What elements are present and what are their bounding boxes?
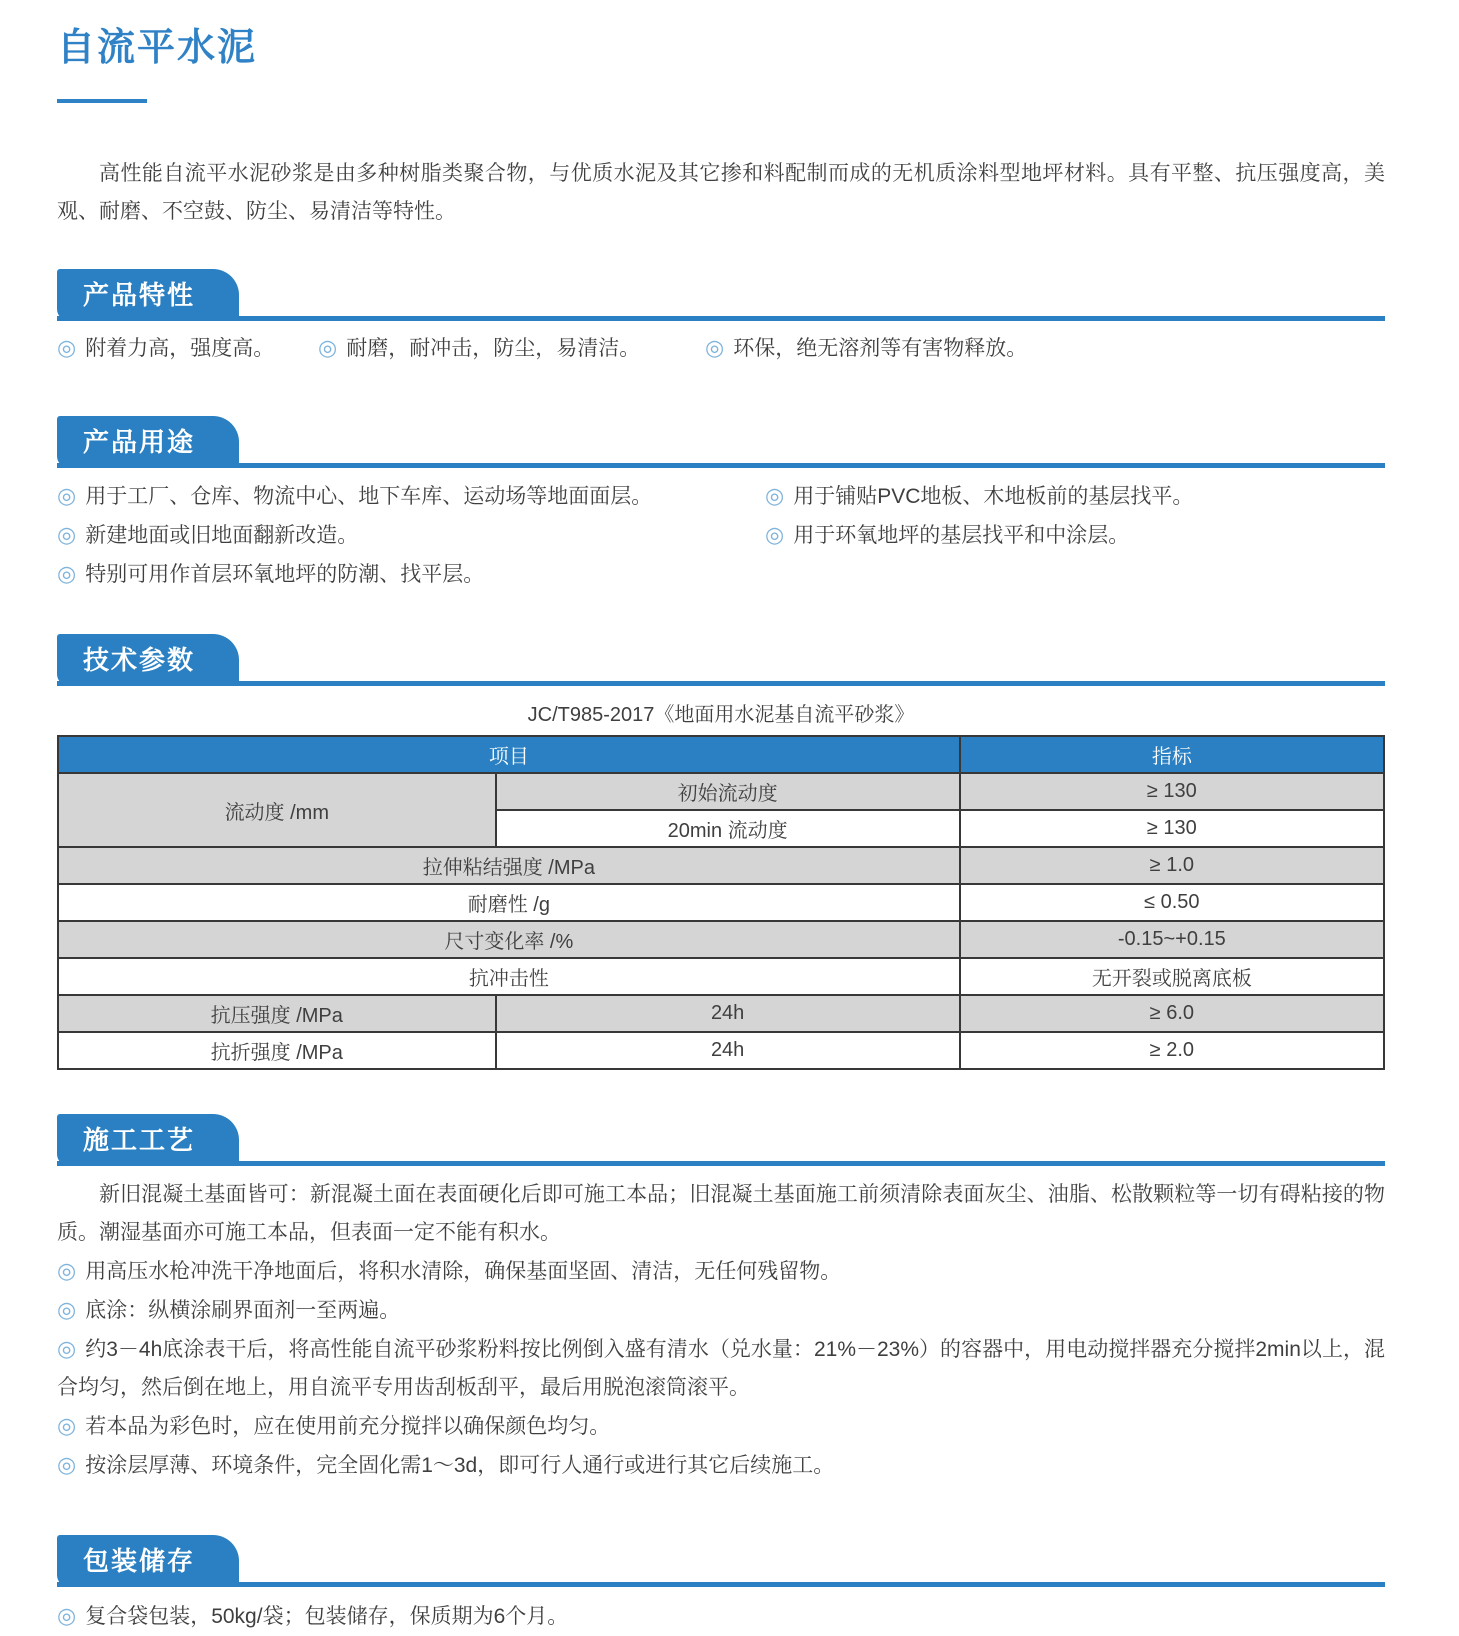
table-row bbox=[58, 921, 1384, 958]
uses-column-left bbox=[57, 477, 765, 594]
step-text: 用高压水枪冲洗干净地面后，将积水清除，确保基面坚固、清洁，无任何残留物。 bbox=[85, 1260, 842, 1283]
cell-item: 抗折强度 /MPa bbox=[58, 1032, 496, 1069]
construction-step bbox=[57, 1252, 1385, 1291]
cell-item: 拉伸粘结强度 /MPa bbox=[58, 847, 960, 884]
construction-step bbox=[57, 1330, 1385, 1407]
feature-item bbox=[318, 329, 705, 368]
double-circle-bullet-icon: ◎ bbox=[57, 483, 77, 508]
double-circle-bullet-icon: ◎ bbox=[57, 561, 77, 586]
cell-value: -0.15~+0.15 bbox=[960, 921, 1384, 958]
use-text: 用于环氧地坪的基层找平和中涂层。 bbox=[793, 524, 1130, 547]
uses-list bbox=[57, 477, 1385, 594]
feature-text: 环保，绝无溶剂等有害物释放。 bbox=[733, 337, 1028, 360]
table-row bbox=[58, 773, 1384, 810]
features-banner bbox=[57, 269, 1385, 321]
packaging-body bbox=[57, 1597, 1385, 1636]
double-circle-bullet-icon: ◎ bbox=[57, 335, 77, 360]
use-text: 用于铺贴PVC地板、木地板前的基层找平。 bbox=[793, 485, 1194, 508]
use-text: 新建地面或旧地面翻新改造。 bbox=[85, 524, 359, 547]
uses-section-title: 产品用途 bbox=[57, 416, 239, 468]
intro-paragraph: 高性能自流平水泥砂浆是由多种树脂类聚合物，与优质水泥及其它掺和料配制而成的无机质涂料型地坪材料。具有平整、抗压强度高，美观、耐磨、不空鼓、防尘、易清洁等特性。 bbox=[57, 162, 1385, 223]
cell-value: ≥ 130 bbox=[960, 810, 1384, 847]
cell-sub: 20min 流动度 bbox=[496, 810, 960, 847]
table-header-row bbox=[58, 736, 1384, 773]
tech-section-title: 技术参数 bbox=[57, 634, 239, 686]
double-circle-bullet-icon: ◎ bbox=[57, 1452, 77, 1477]
table-row bbox=[58, 1032, 1384, 1069]
section-packaging bbox=[57, 1535, 1385, 1636]
feature-item bbox=[57, 329, 318, 368]
cell-item: 耐磨性 /g bbox=[58, 884, 960, 921]
step-text: 按涂层厚薄、环境条件，完全固化需1～3d，即可行人通行或进行其它后续施工。 bbox=[85, 1454, 835, 1477]
use-item bbox=[765, 516, 1385, 555]
construction-step bbox=[57, 1291, 1385, 1330]
title-underline bbox=[57, 99, 147, 103]
packaging-item bbox=[57, 1597, 1385, 1636]
double-circle-bullet-icon: ◎ bbox=[57, 522, 77, 547]
cell-sub: 24h bbox=[496, 995, 960, 1032]
cell-value: ≥ 2.0 bbox=[960, 1032, 1384, 1069]
construction-body bbox=[57, 1176, 1385, 1485]
cell-value: ≥ 130 bbox=[960, 773, 1384, 810]
cell-item: 尺寸变化率 /% bbox=[58, 921, 960, 958]
double-circle-bullet-icon: ◎ bbox=[57, 1336, 77, 1361]
construction-section-title: 施工工艺 bbox=[57, 1114, 239, 1166]
table-row bbox=[58, 995, 1384, 1032]
cell-value: ≥ 6.0 bbox=[960, 995, 1384, 1032]
construction-banner bbox=[57, 1114, 1385, 1166]
use-item bbox=[57, 555, 765, 594]
cell-sub: 初始流动度 bbox=[496, 773, 960, 810]
section-features bbox=[57, 269, 1385, 368]
section-uses bbox=[57, 416, 1385, 594]
packaging-text: 复合袋包装，50kg/袋；包装储存，保质期为6个月。 bbox=[85, 1605, 569, 1628]
feature-text: 耐磨，耐冲击，防尘，易清洁。 bbox=[346, 337, 641, 360]
section-construction bbox=[57, 1114, 1385, 1485]
double-circle-bullet-icon: ◎ bbox=[765, 483, 785, 508]
uses-column-right bbox=[765, 477, 1385, 594]
tech-banner bbox=[57, 634, 1385, 686]
feature-item bbox=[705, 329, 1027, 368]
step-text: 若本品为彩色时，应在使用前充分搅拌以确保颜色均匀。 bbox=[85, 1415, 611, 1438]
tech-params-table bbox=[57, 735, 1385, 1070]
construction-step bbox=[57, 1446, 1385, 1485]
cell-group: 流动度 /mm bbox=[58, 773, 496, 847]
double-circle-bullet-icon: ◎ bbox=[765, 522, 785, 547]
banner-rule bbox=[57, 1161, 1385, 1166]
header-cell-item: 项目 bbox=[58, 736, 960, 773]
banner-rule bbox=[57, 463, 1385, 468]
cell-item: 抗压强度 /MPa bbox=[58, 995, 496, 1032]
table-row bbox=[58, 884, 1384, 921]
cell-value: ≥ 1.0 bbox=[960, 847, 1384, 884]
banner-rule bbox=[57, 1582, 1385, 1587]
packaging-banner bbox=[57, 1535, 1385, 1587]
features-section-title: 产品特性 bbox=[57, 269, 239, 321]
use-text: 用于工厂、仓库、物流中心、地下车库、运动场等地面面层。 bbox=[85, 485, 653, 508]
use-item bbox=[765, 477, 1385, 516]
table-row bbox=[58, 847, 1384, 884]
table-row bbox=[58, 958, 1384, 995]
section-tech-params bbox=[57, 634, 1385, 1070]
double-circle-bullet-icon: ◎ bbox=[57, 1297, 77, 1322]
construction-step bbox=[57, 1407, 1385, 1446]
header-cell-index: 指标 bbox=[960, 736, 1384, 773]
cell-item: 抗冲击性 bbox=[58, 958, 960, 995]
features-list bbox=[57, 329, 1385, 368]
cell-sub: 24h bbox=[496, 1032, 960, 1069]
page-title: 自流平水泥 bbox=[57, 27, 258, 69]
feature-text: 附着力高，强度高。 bbox=[85, 337, 275, 360]
step-text: 底涂：纵横涂刷界面剂一至两遍。 bbox=[85, 1299, 401, 1322]
double-circle-bullet-icon: ◎ bbox=[57, 1258, 77, 1283]
double-circle-bullet-icon: ◎ bbox=[318, 335, 338, 360]
banner-rule bbox=[57, 316, 1385, 321]
banner-rule bbox=[57, 681, 1385, 686]
double-circle-bullet-icon: ◎ bbox=[57, 1603, 77, 1628]
use-text: 特别可用作首层环氧地坪的防潮、找平层。 bbox=[85, 563, 485, 586]
cell-value: 无开裂或脱离底板 bbox=[960, 958, 1384, 995]
cell-value: ≤ 0.50 bbox=[960, 884, 1384, 921]
double-circle-bullet-icon: ◎ bbox=[705, 335, 725, 360]
packaging-section-title: 包装储存 bbox=[57, 1535, 239, 1587]
use-item bbox=[57, 477, 765, 516]
uses-banner bbox=[57, 416, 1385, 468]
table-caption: JC/T985-2017《地面用水泥基自流平砂浆》 bbox=[527, 704, 915, 726]
double-circle-bullet-icon: ◎ bbox=[57, 1413, 77, 1438]
use-item bbox=[57, 516, 765, 555]
step-text: 约3－4h底涂表干后，将高性能自流平砂浆粉料按比例倒入盛有清水（兑水量：21%－23%）的容器中，用电动搅拌器充分搅拌2min以上，混合均匀，然后倒在地上，用自流平专用齿刮板刮平，最后用脱泡滚筒滚平。 bbox=[57, 1338, 1385, 1399]
construction-intro: 新旧混凝土基面皆可：新混凝土面在表面硬化后即可施工本品；旧混凝土基面施工前须清除表面灰尘、油脂、松散颗粒等一切有碍粘接的物质。潮湿基面亦可施工本品，但表面一定不能有积水。 bbox=[57, 1183, 1385, 1244]
